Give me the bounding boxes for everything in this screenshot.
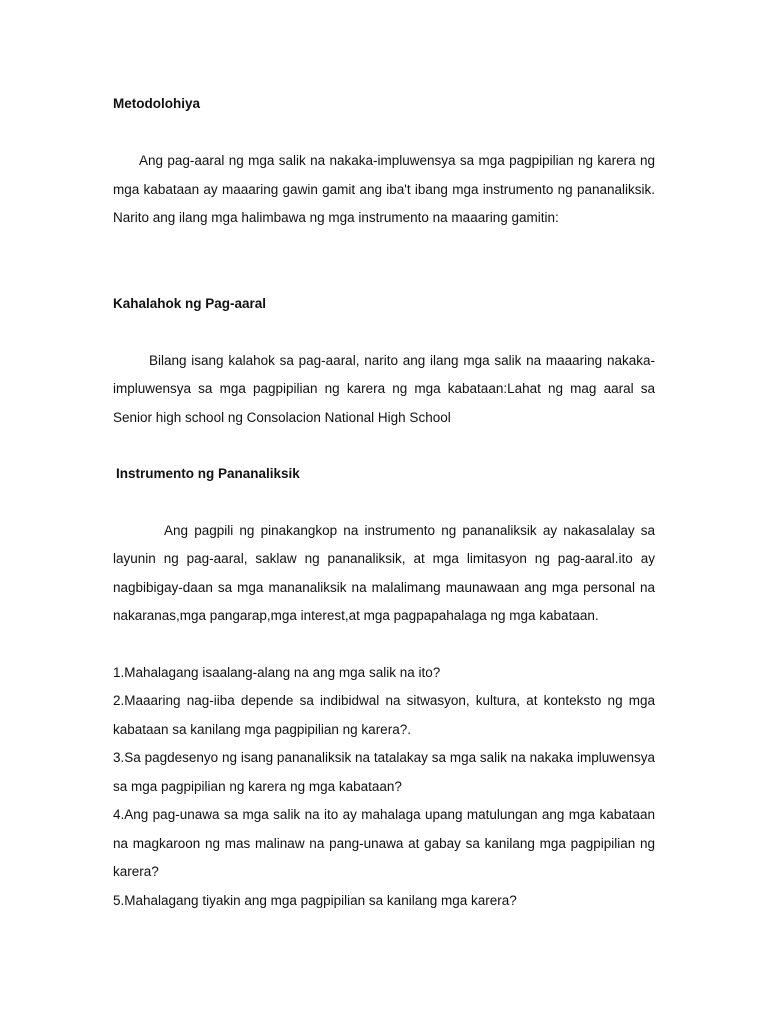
instrumento-paragraph: Ang pagpili ng pinakangkop na instrumento ng pananaliksik ay nakasalalay sa layunin ng pag-aaral, saklaw ng pananaliksik, at mga limitasyon ng pag-aaral.ito ay nagbibigay-daan sa mga mananaliksik na malalimang maunawaan ang mga personal na nakaranas,mga pangarap,mga interest,at mga pagpapahalaga ng mga kabataan.: [113, 522, 655, 623]
heading-kahalahok: Kahalahok ng Pag-aaral: [113, 295, 267, 311]
kahalahok-paragraph: Bilang isang kalahok sa pag-aaral, narito ang ilang mga salik na maaaring nakaka-impluwensya sa mga pagpipilian ng karera ng mga kabataan:Lahat ng mag aaral sa Senior high school ng Consolacion National High School: [113, 352, 655, 425]
list-item: 1.Mahalagang isaalang-alang na ang mga salik na ito?: [113, 664, 441, 680]
heading-instrumento: Instrumento ng Pananaliksik: [116, 466, 300, 481]
list-item: 4.Ang pag-unawa sa mga salik na ito ay mahalaga upang matulungan ang mga kabataan na magkaroon ng mas malinaw na pang-unawa at gabay sa kanilang mga pagpipilian ng karera?: [113, 807, 655, 879]
intro-paragraph: Ang pag-aaral ng mga salik na nakaka-impluwensya sa mga pagpipilian ng karera ng mga kabataan ay maaaring gawin gamit ang iba't ibang mga instrumento ng pananaliksik. Narito ang ilang mga halimbawa ng mga instrumento na maaaring gamitin:: [113, 153, 655, 225]
spacer: [113, 432, 655, 460]
question-list: [113, 659, 655, 916]
list-item: 3.Sa pagdesenyo ng isang pananaliksik na tatalakay sa mga salik na nakaka impluwensya sa mga pagpipilian ng karera ng mga kabataan?: [113, 750, 655, 794]
document-body: [113, 90, 655, 915]
spacer: [113, 318, 655, 347]
heading-metodolohiya: Metodolohiya: [113, 96, 200, 111]
spacer: [113, 233, 655, 290]
spacer: [113, 119, 655, 148]
spacer: [113, 489, 655, 517]
list-item: 5.Mahalagang tiyakin ang mga pagpipilian sa kanilang mga karera?: [113, 892, 517, 908]
spacer: [113, 631, 655, 659]
list-item: 2.Maaaring nag-iiba depende sa indibidwal na sitwasyon, kultura, at konteksto ng mga kabataan sa kanilang mga pagpipilian ng karera?.: [113, 693, 655, 737]
